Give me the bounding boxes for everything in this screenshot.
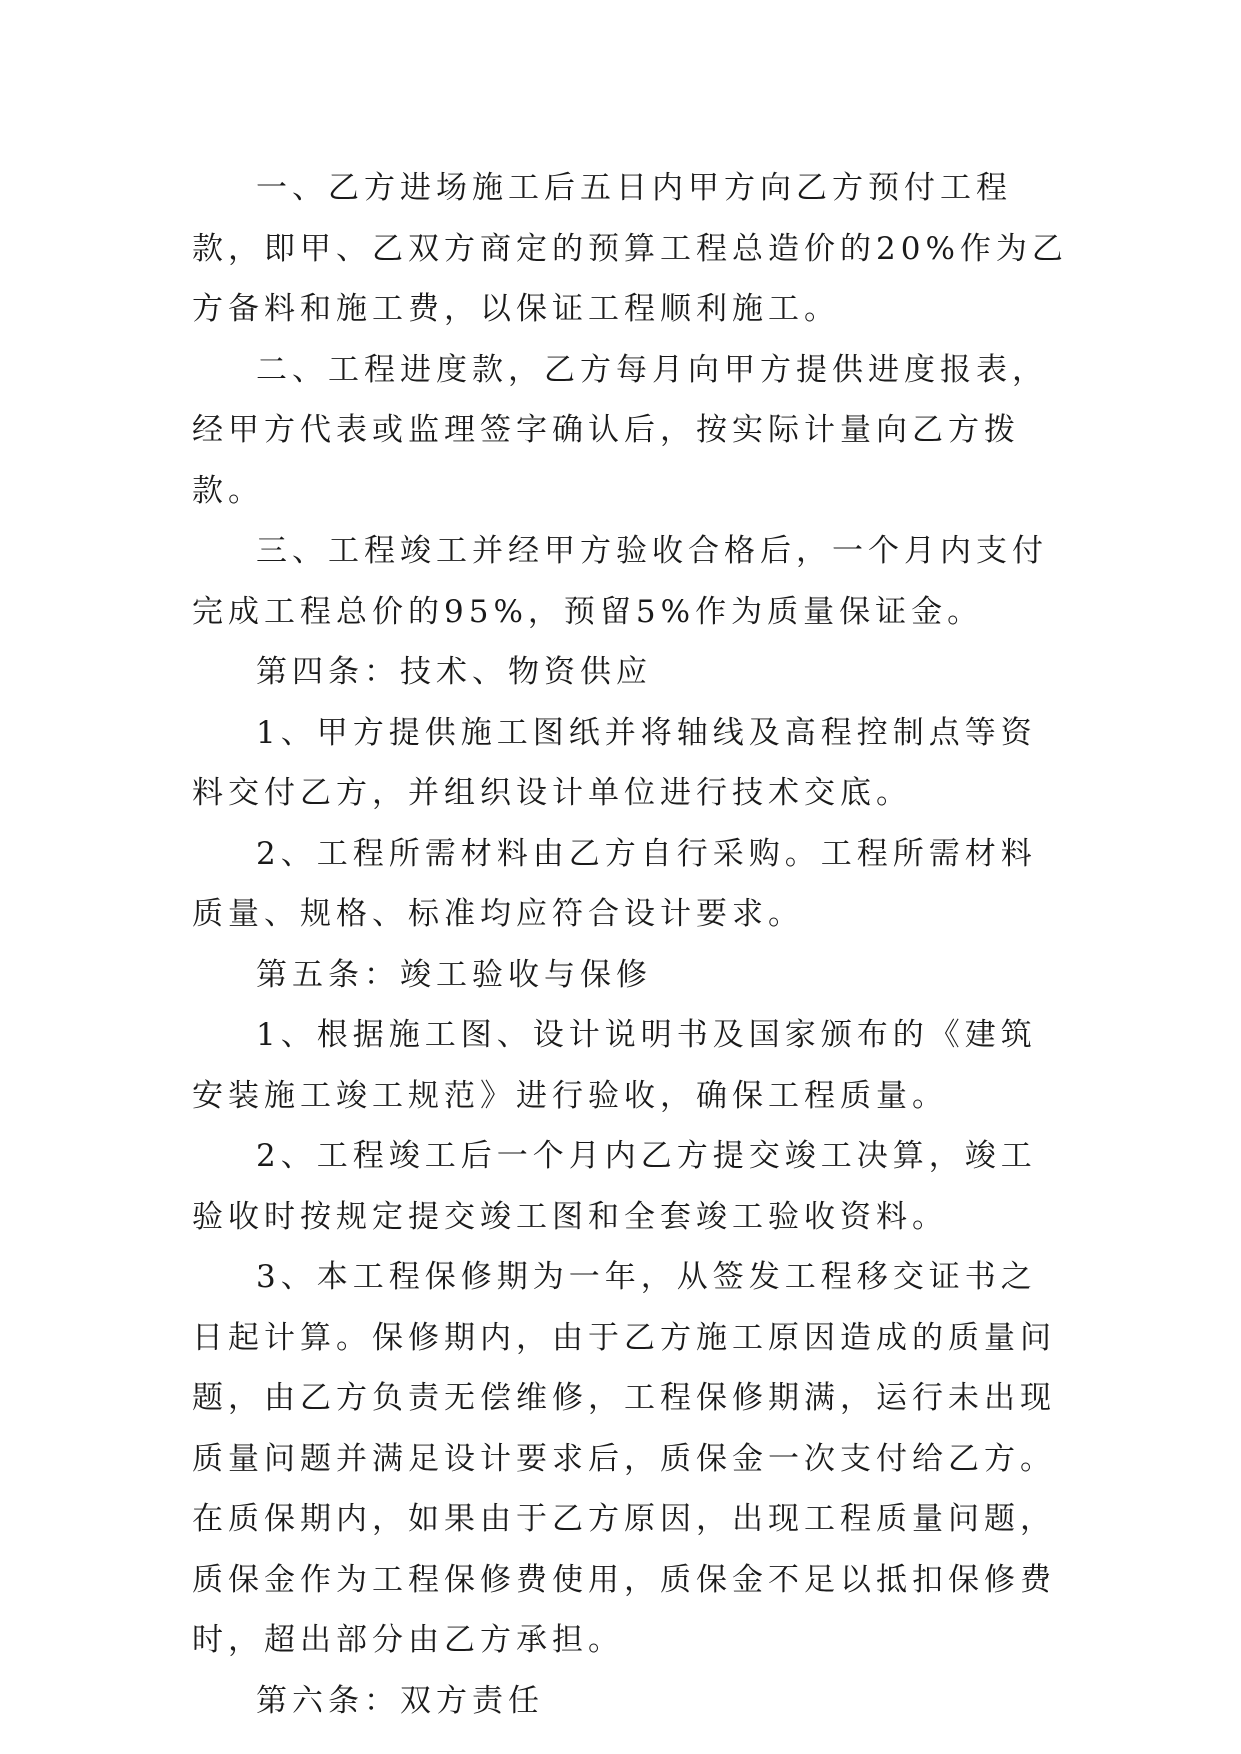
paragraph-completion-payment: 三、工程竣工并经甲方验收合格后，一个月内支付完成工程总价的95%，预留5%作为质量保证金。 bbox=[192, 533, 1048, 630]
paragraph-materials-supply: 2、工程所需材料由乙方自行采购。工程所需材料质量、规格、标准均应符合设计要求。 bbox=[192, 835, 1037, 932]
paragraph-advance-payment: 一、乙方进场施工后五日内甲方向乙方预付工程款，即甲、乙双方商定的预算工程总造价的20%作为乙方备料和施工费，以保证工程顺利施工。 bbox=[192, 170, 1068, 327]
paragraph-drawings-supply: 1、甲方提供施工图纸并将轴线及高程控制点等资料交付乙方，并组织设计单位进行技术交底。 bbox=[192, 714, 1037, 811]
paragraph-final-accounts: 2、工程竣工后一个月内乙方提交竣工决算，竣工验收时按规定提交竣工图和全套竣工验收资料。 bbox=[192, 1138, 1037, 1235]
section-heading-article-5: 第五条：竣工验收与保修 bbox=[256, 956, 652, 993]
document-body bbox=[192, 158, 1072, 1731]
paragraph-progress-payment: 二、工程进度款，乙方每月向甲方提供进度报表，经甲方代表或监理签字确认后，按实际计量向乙方拨款。 bbox=[192, 351, 1048, 509]
section-heading-article-6: 第六条：双方责任 bbox=[256, 1682, 544, 1719]
paragraph-acceptance-basis: 1、根据施工图、设计说明书及国家颁布的《建筑安装施工竣工规范》进行验收，确保工程质量。 bbox=[192, 1017, 1037, 1114]
paragraph-warranty: 3、本工程保修期为一年，从签发工程移交证书之日起计算。保修期内，由于乙方施工原因造成的质量问题，由乙方负责无偿维修，工程保修期满，运行未出现质量问题并满足设计要求后，质保金一次支付给乙方。在质保期内，如果由于乙方原因，出现工程质量问题，质保金作为工程保修费使用，质保金不足以抵扣保修费时，超出部分由乙方承担。 bbox=[192, 1259, 1056, 1658]
section-heading-article-4: 第四条：技术、物资供应 bbox=[256, 654, 652, 690]
